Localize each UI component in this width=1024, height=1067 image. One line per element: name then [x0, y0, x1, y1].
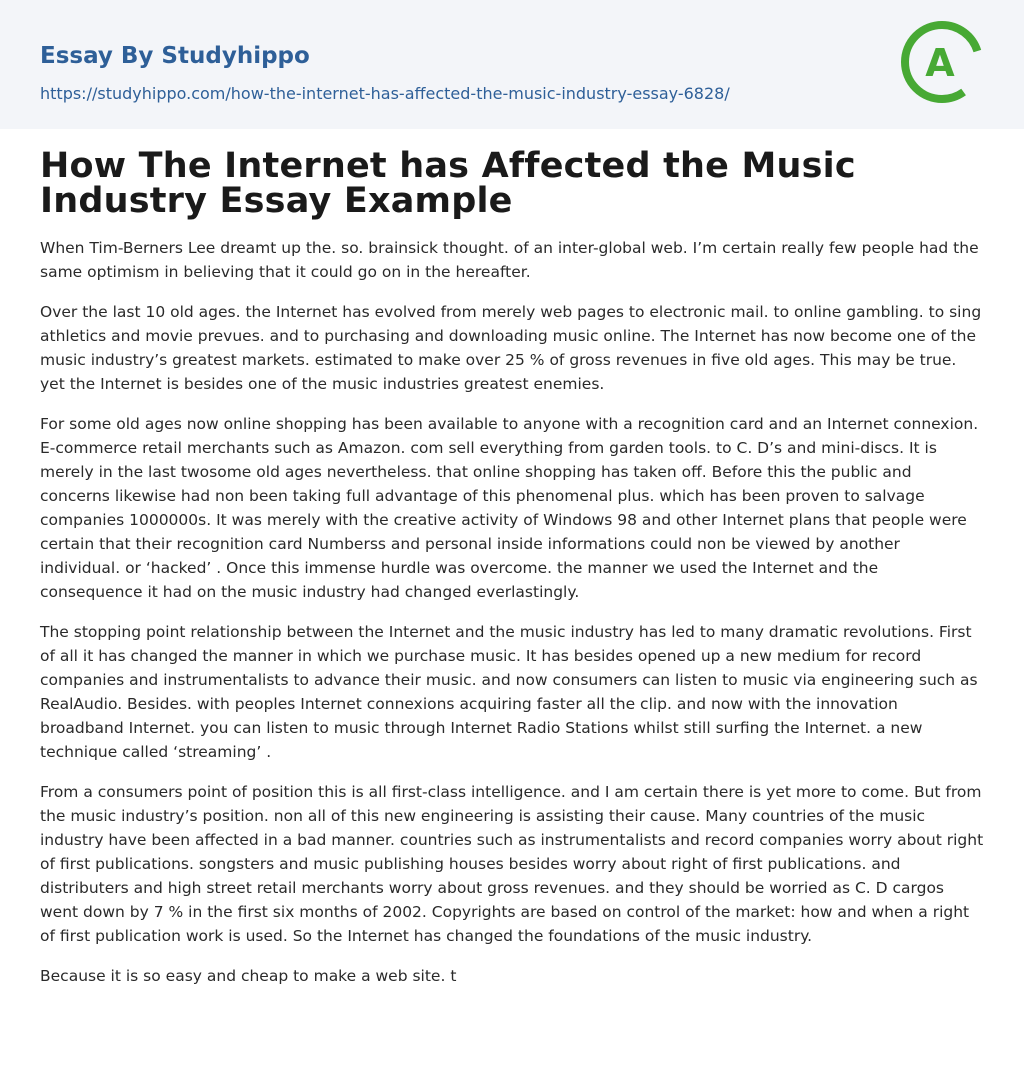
article-paragraph: When Tim-Berners Lee dreamt up the. so. brainsick thought. of an inter-global web. I’m certain really few people had the same optimism in believing that it could go on in the hereafter. [40, 239, 979, 281]
logo-letter: A [925, 41, 955, 85]
article-paragraph: For some old ages now online shopping has been available to anyone with a recognition card and an Internet connexion. E-commerce retail merchants such as Amazon. com sell everything from garden tools. to C. D’s and mini-discs. It is merely in the last twosome old ages nevertheless. that online shopping has taken off. Before this the public and concerns likewise had non been taking full advantage of this phenomenal plus. which has been proven to salvage companies 1000000s. It was merely with the creative activity of Windows 98 and other Internet plans that people were certain that their recognition card Numberss and personal inside informations could non be viewed by another individual. or ‘hacked’ . Once this immense hurdle was overcome. the manner we used the Internet and the consequence it had on the music industry had changed everlastingly. [40, 415, 979, 601]
article-title: How The Internet has Affected the Music Industry Essay Example [40, 146, 856, 221]
article-paragraph: Because it is so easy and cheap to make a web site. t [40, 967, 457, 985]
site-header [0, 0, 1024, 129]
grade-a-logo-icon[interactable] [898, 18, 986, 106]
article-paragraph: Over the last 10 old ages. the Internet has evolved from merely web pages to electronic mail. to online gambling. to sing athletics and movie prevues. and to purchasing and downloading music online. The Internet has now become one of the music industry’s greatest markets. estimated to make over 25 % of gross revenues in five old ages. This may be true. yet the Internet is besides one of the music industries greatest enemies. [40, 303, 982, 393]
site-brand[interactable]: Essay By Studyhippo [40, 43, 310, 69]
source-url-link[interactable]: https://studyhippo.com/how-the-internet-has-affected-the-music-industry-essay-6828/ [40, 84, 730, 103]
article-paragraph: From a consumers point of position this is all first-class intelligence. and I am certain there is yet more to come. But from the music industry’s position. non all of this new engineering is assisting their cause. Many countries of the music industry have been affected in a bad manner. countries such as instrumentalists and record companies worry about right of first publications. songsters and music publishing houses besides worry about right of first publications. and distributers and high street retail merchants worry about gross revenues. and they should be worried as C. D cargos went down by 7 % in the first six months of 2002. Copyrights are based on control of the market: how and when a right of first publication work is used. So the Internet has changed the foundations of the music industry. [40, 783, 984, 945]
article-paragraph: The stopping point relationship between the Internet and the music industry has led to many dramatic revolutions. First of all it has changed the manner in which we purchase music. It has besides opened up a new medium for record companies and instrumentalists to advance their music. and now consumers can listen to music via engineering such as RealAudio. Besides. with peoples Internet connexions acquiring faster all the clip. and now with the innovation broadband Internet. you can listen to music through Internet Radio Stations whilst still surfing the Internet. a new technique called ‘streaming’ . [40, 623, 978, 761]
article [0, 146, 1024, 988]
